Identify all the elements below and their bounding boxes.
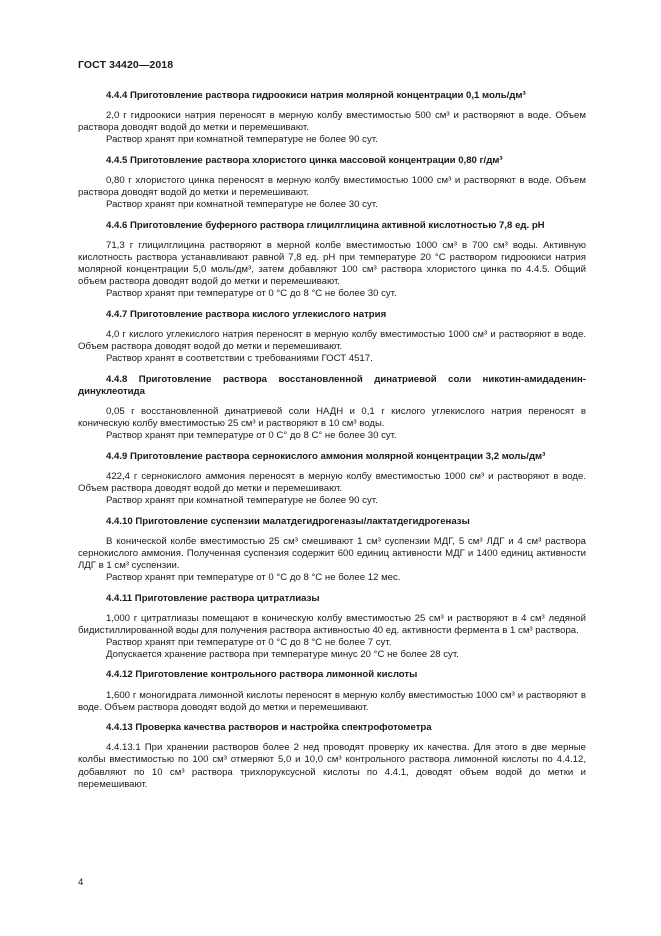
paragraph: 1,600 г моногидрата лимонной кислоты переносят в мерную колбу вместимостью 1000 см³ и растворяют в воде. Объем раствора доводят водой до метки и перемешивают. [78,689,586,713]
section [78,451,586,507]
section-heading: 4.4.4 Приготовление раствора гидроокиси натрия молярной концентрации 0,1 моль/дм³ [106,90,526,101]
paragraph: Раствор хранят при температуре от 0 °С до 8 °С не более 30 сут. [106,288,397,300]
section-heading: 4.4.7 Приготовление раствора кислого углекислого натрия [106,308,387,320]
paragraph: Раствор хранят при температуре от 0 °С до 8 °С не более 7 сут. [106,636,392,648]
paragraph: 4.4.13.1 При хранении растворов более 2 нед проводят проверку их качества. Для этого в две мерные колбы вместимостью по 100 см³ отмеряют 5,0 и 10,0 см³ контрольного раствора лимонной кислоты по 4.4.12, добавляют по 10 см³ раствора трихлоруксусной кислоты по 4.4.1, доводят объем водой до метки и перемешивают. [78,742,586,790]
paragraph: 0,05 г восстановленной динатриевой соли НАДН и 0,1 г кислого углекислого натрия переносят в коническую колбу вместимостью 25 см³ и растворяют в 10 см³ воды. [78,405,586,429]
section-heading: 4.4.12 Приготовление контрольного раствора лимонной кислоты [106,669,418,681]
page-number: 4 [78,877,84,888]
section [78,374,586,442]
section [78,516,586,584]
paragraph: 2,0 г гидроокиси натрия переносят в мерную колбу вместимостью 500 см³ и растворяют в воде. Объем раствора доводят водой до метки и перемешивают. [78,110,586,134]
paragraph: Раствор хранят при температуре от 0 °С до 8 °С не более 12 мес. [106,571,401,583]
document-body [78,90,586,791]
section [78,220,586,301]
paragraph: Допускается хранение раствора при температуре минус 20 °С не более 28 сут. [106,648,459,660]
section-heading: 4.4.8 Приготовление раствора восстановленной динатриевой соли никотин-амидаденин-динуклеотида [78,373,586,397]
section-heading: 4.4.5 Приготовление раствора хлористого цинка массовой концентрации 0,80 г/дм³ [106,154,503,166]
section [78,309,586,365]
paragraph: Раствор хранят при комнатной температуре не более 90 сут. [106,134,378,146]
section [78,155,586,211]
section [78,722,586,790]
document-header: ГОСТ 34420—2018 [78,59,174,71]
section-heading: 4.4.10 Приготовление суспензии малатдегидрогеназы/лактатдегидрогеназы [106,515,470,527]
section-heading: 4.4.6 Приготовление буферного раствора глицилглицина активной кислотностью 7,8 ед. рН [106,219,545,231]
paragraph: 4,0 г кислого углекислого натрия переносят в мерную колбу вместимостью 1000 см³ и растворяют в воде. Объем раствора доводят водой до метки и перемешивают. [78,328,586,352]
paragraph: Раствор хранят при комнатной температуре не более 90 сут. [106,494,378,506]
paragraph: 422,4 г сернокислого аммония переносят в мерную колбу вместимостью 1000 см³ и растворяют в воде. Объем раствора доводят водой до метки и перемешивают. [78,470,586,494]
paragraph: Раствор хранят в соответствии с требованиями ГОСТ 4517. [106,353,373,365]
paragraph: Раствор хранят при температуре от 0 С° до 8 С° не более 30 сут. [106,430,397,442]
paragraph: 0,80 г хлористого цинка переносят в мерную колбу вместимостью 1000 см³ и растворяют в воде. Объем раствора доводят водой до метки и перемешивают. [78,174,586,199]
section-heading: 4.4.13 Проверка качества растворов и настройка спектрофотометра [106,722,432,734]
section [78,90,586,146]
section [78,593,586,661]
paragraph: В конической колбе вместимостью 25 см³ смешивают 1 см³ суспензии МДГ, 5 см³ ЛДГ и 4 см³ раствора сернокислого аммония. Полученная суспензия содержит 600 единиц активности МДГ и 1400 единиц активности ЛДГ в 1 см³ суспензии. [78,535,586,571]
section [78,669,586,713]
section-heading: 4.4.11 Приготовление раствора цитратлиазы [106,592,320,604]
paragraph: 71,3 г глицилглицина растворяют в мерной колбе вместимостью 1000 см³ в 700 см³ воды. Активную кислотность раствора устанавливают равной 7,8 ед. рН при температуре 20 °С раствором гидроокиси натрия молярной концентрации 5,0 моль/дм³, затем добавляют 100 см³ раствора хлористого цинка по 4.4.5. Общий объем раствора доводят водой до метки и перемешивают. [78,239,586,288]
paragraph: 1,000 г цитратлиазы помещают в коническую колбу вместимостью 25 см³ и растворяют в 4 см³ ледяной бидистиллированной воды для получения раствора активностью 40 ед. активности фермента в 1 см³ раствора. [78,612,586,636]
paragraph: Раствор хранят при комнатной температуре не более 30 сут. [106,199,378,211]
section-heading: 4.4.9 Приготовление раствора сернокислого аммония молярной концентрации 3,2 моль/дм³ [106,450,546,462]
